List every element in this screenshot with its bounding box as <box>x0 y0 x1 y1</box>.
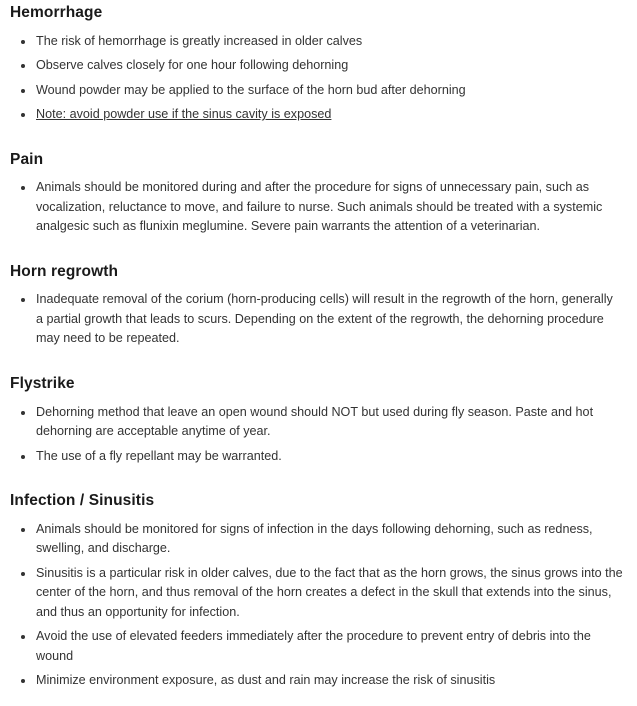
list-item-text: The risk of hemorrhage is greatly increased in older calves <box>36 33 363 48</box>
list-item-text: Animals should be monitored for signs of infection in the days following dehorning, such as redness, swelling, and discharge. <box>36 521 593 556</box>
bullet-list <box>10 520 623 691</box>
list-item <box>10 403 623 442</box>
list-item-text: Inadequate removal of the corium (horn-producing cells) will result in the regrowth of the horn, generally a partial growth that leads to scurs. Depending on the extent of the regrowth, the dehorning procedure may need to be repeated. <box>36 292 613 346</box>
bullet-list <box>10 178 623 237</box>
list-item-text: Avoid the use of elevated feeders immediately after the procedure to prevent entry of debris into the wound <box>36 629 591 663</box>
section-heading: Infection / Sinusitis <box>10 492 155 510</box>
list-item-text: Animals should be monitored during and after the procedure for signs of unnecessary pain, such as vocalization, reluctance to move, and failure to nurse. Such animals should be treated with a systemic analgesic such as flunixin meglumine. Severe pain warrants the attention of a veterinarian. <box>36 180 603 234</box>
section-hemorrhage <box>10 4 623 125</box>
list-item-text: Sinusitis is a particular risk in older calves, due to the fact that as the horn grows, the sinus grows into the center of the horn, and thus removal of the horn creates a defect in the skull that extends into the sinus, and thus an opportunity for infection. <box>36 565 623 619</box>
section-horn-regrowth <box>10 263 623 349</box>
list-item <box>10 81 623 101</box>
section-heading: Hemorrhage <box>10 4 103 21</box>
list-item <box>10 178 623 237</box>
bullet-list <box>10 403 623 467</box>
list-item-text: Dehorning method that leave an open wound should NOT but used during fly season. Paste and hot dehorning are acceptable anytime of year. <box>36 404 594 439</box>
bullet-list <box>10 290 623 349</box>
section-heading: Flystrike <box>10 374 75 392</box>
section-heading: Horn regrowth <box>10 262 119 280</box>
list-item <box>10 32 623 52</box>
list-item-note <box>10 105 623 125</box>
list-item-text: Minimize environment exposure, as dust and rain may increase the risk of sinusitis <box>36 673 496 688</box>
list-item <box>10 447 623 467</box>
list-item <box>10 564 623 623</box>
section-infection-sinusitis <box>10 492 623 691</box>
section-pain <box>10 151 623 237</box>
list-item-text: Note: avoid powder use if the sinus cavity is exposed <box>36 107 332 122</box>
list-item <box>10 627 623 666</box>
list-item <box>10 520 623 559</box>
list-item <box>10 56 623 76</box>
list-item-text: Observe calves closely for one hour following dehorning <box>36 58 349 73</box>
list-item <box>10 290 623 349</box>
bullet-list <box>10 32 623 125</box>
list-item-text: Wound powder may be applied to the surface of the horn bud after dehorning <box>36 82 466 97</box>
list-item <box>10 671 623 691</box>
section-heading: Pain <box>10 150 44 168</box>
section-flystrike <box>10 375 623 466</box>
list-item-text: The use of a fly repellant may be warranted. <box>36 448 282 463</box>
